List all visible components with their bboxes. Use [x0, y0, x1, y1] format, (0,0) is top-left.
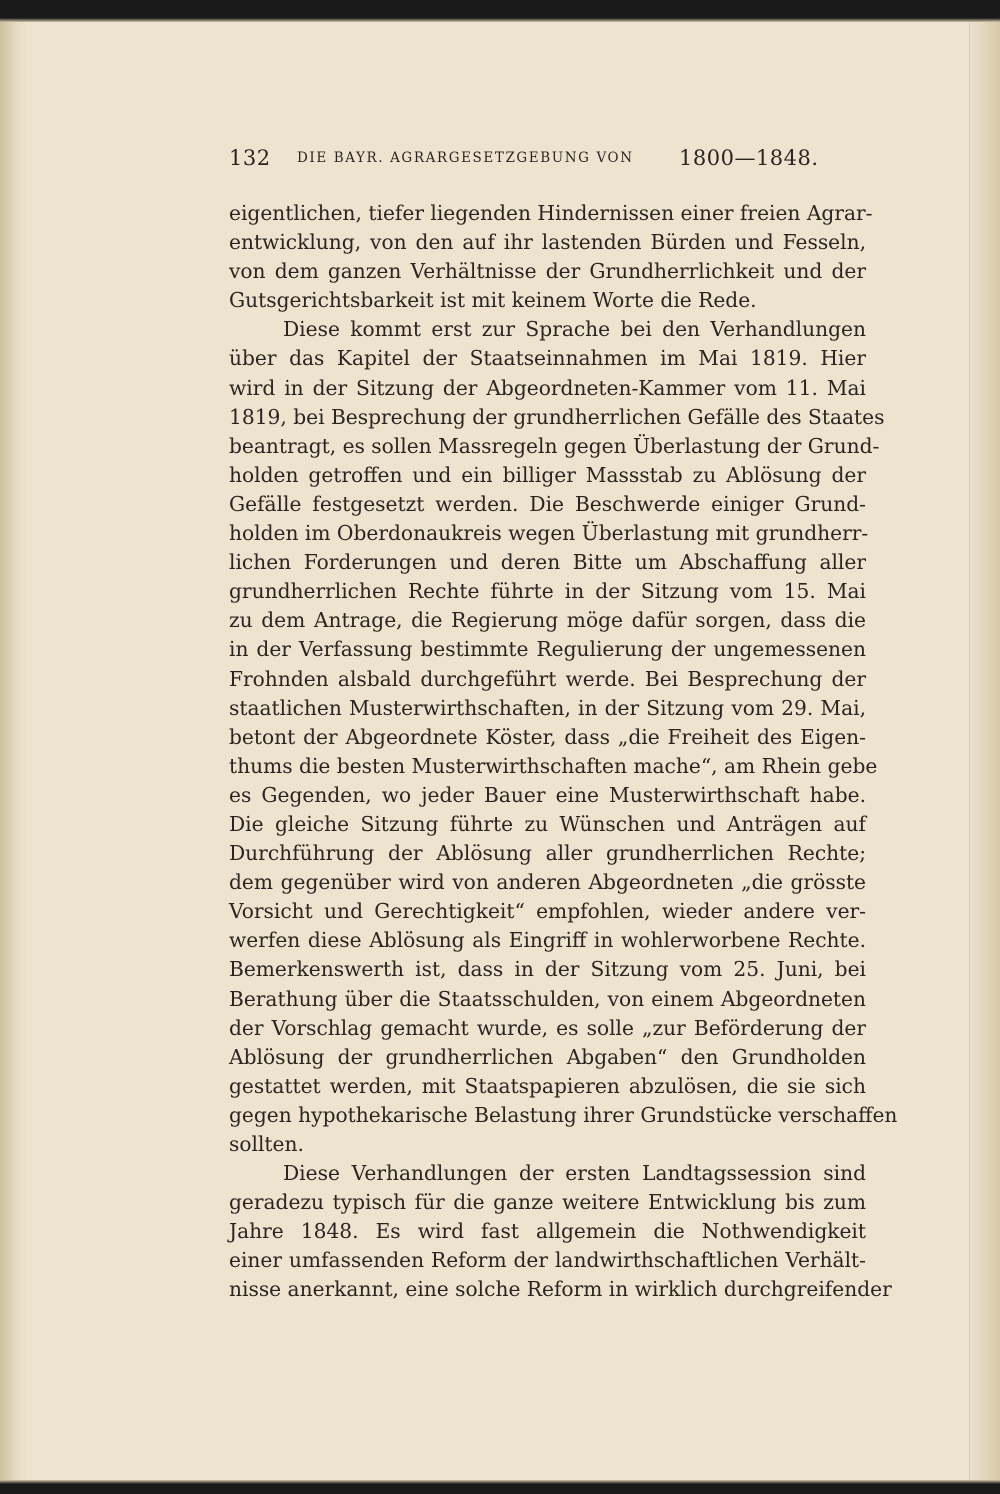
text-line: wird in der Sitzung der Abgeordneten-Kammer vom 11. Mai	[229, 375, 866, 400]
text-line: 1819, bei Besprechung der grundherrlichen Gefälle des Staates	[229, 404, 885, 429]
text-line: Diese Verhandlungen der ersten Landtagssession sind	[283, 1161, 866, 1186]
scan-border-bottom	[0, 1480, 1000, 1494]
page-edge	[969, 0, 1000, 1494]
body-text	[229, 199, 898, 1305]
text-line: Die gleiche Sitzung führte zu Wünschen und Anträgen auf	[229, 811, 866, 836]
text-line: dem gegenüber wird von anderen Abgeordneten „die grösste	[229, 870, 866, 895]
text-line: holden im Oberdonaukreis wegen Überlastung mit grundherr-	[229, 521, 869, 546]
page-number: 132	[229, 146, 271, 170]
text-line: betont der Abgeordnete Köster, dass „die Freiheit des Eigen-	[229, 724, 866, 749]
running-head	[229, 146, 869, 174]
page-gutter-shadow	[0, 0, 28, 1494]
text-line: Ablösung der grundherrlichen Abgaben“ den Grundholden	[229, 1044, 866, 1069]
text-line: einer umfassenden Reform der landwirthschaftlichen Verhält-	[229, 1248, 866, 1273]
text-line: von dem ganzen Verhältnisse der Grundherrlichkeit und der	[229, 259, 866, 284]
running-title: DIE BAYR. AGRARGESETZGEBUNG VON	[297, 150, 634, 166]
text-line: staatlichen Musterwirthschaften, in der Sitzung vom 29. Mai,	[229, 695, 866, 720]
text-line: zu dem Antrage, die Regierung möge dafür sorgen, dass die	[229, 608, 866, 633]
text-line: über das Kapitel der Staatseinnahmen im Mai 1819. Hier	[229, 346, 866, 371]
text-line: nisse anerkannt, eine solche Reform in wirklich durchgreifender	[229, 1277, 892, 1302]
text-line: sollten.	[229, 1132, 304, 1156]
text-line: Durchführung der Ablösung aller grundherrlichen Rechte;	[229, 841, 866, 866]
text-line: in der Verfassung bestimmte Regulierung der ungemessenen	[229, 637, 866, 662]
text-line: beantragt, es sollen Massregeln gegen Überlastung der Grund-	[229, 433, 880, 458]
running-title-years: 1800—1848.	[679, 146, 819, 170]
text-line: Jahre 1848. Es wird fast allgemein die Nothwendigkeit	[229, 1219, 866, 1244]
text-line: Berathung über die Staatsschulden, von einem Abgeordneten	[229, 986, 866, 1011]
text-line: gegen hypothekarische Belastung ihrer Grundstücke verschaffen	[229, 1102, 898, 1127]
text-line: Diese kommt erst zur Sprache bei den Verhandlungen	[283, 317, 866, 342]
scan-border-top	[0, 0, 1000, 22]
text-line: Frohnden alsbald durchgeführt werde. Bei Besprechung der	[229, 666, 866, 691]
text-line: es Gegenden, wo jeder Bauer eine Musterwirthschaft habe.	[229, 782, 866, 807]
text-line: werfen diese Ablösung als Eingriff in wohlerworbene Rechte.	[229, 928, 866, 953]
text-line: geradezu typisch für die ganze weitere Entwicklung bis zum	[229, 1190, 866, 1215]
text-line: gestattet werden, mit Staatspapieren abzulösen, die sie sich	[229, 1073, 866, 1098]
text-line: Bemerkenswerth ist, dass in der Sitzung vom 25. Juni, bei	[229, 957, 866, 982]
text-line: Vorsicht und Gerechtigkeit“ empfohlen, wieder andere ver-	[229, 899, 866, 924]
text-line: eigentlichen, tiefer liegenden Hindernissen einer freien Agrar-	[229, 201, 873, 225]
text-line: lichen Forderungen und deren Bitte um Abschaffung aller	[229, 550, 866, 575]
text-line: grundherrlichen Rechte führte in der Sitzung vom 15. Mai	[229, 579, 866, 604]
text-line: entwicklung, von den auf ihr lastenden Bürden und Fesseln,	[229, 230, 866, 255]
text-line: thums die besten Musterwirthschaften mache“, am Rhein gebe	[229, 753, 878, 778]
text-line: Gefälle festgesetzt werden. Die Beschwerde einiger Grund-	[229, 491, 866, 516]
text-line: der Vorschlag gemacht wurde, es solle „zur Beförderung der	[229, 1015, 866, 1040]
text-line: holden getroffen und ein billiger Massstab zu Ablösung der	[229, 462, 866, 487]
text-line: Gutsgerichtsbarkeit ist mit keinem Worte die Rede.	[229, 288, 757, 313]
